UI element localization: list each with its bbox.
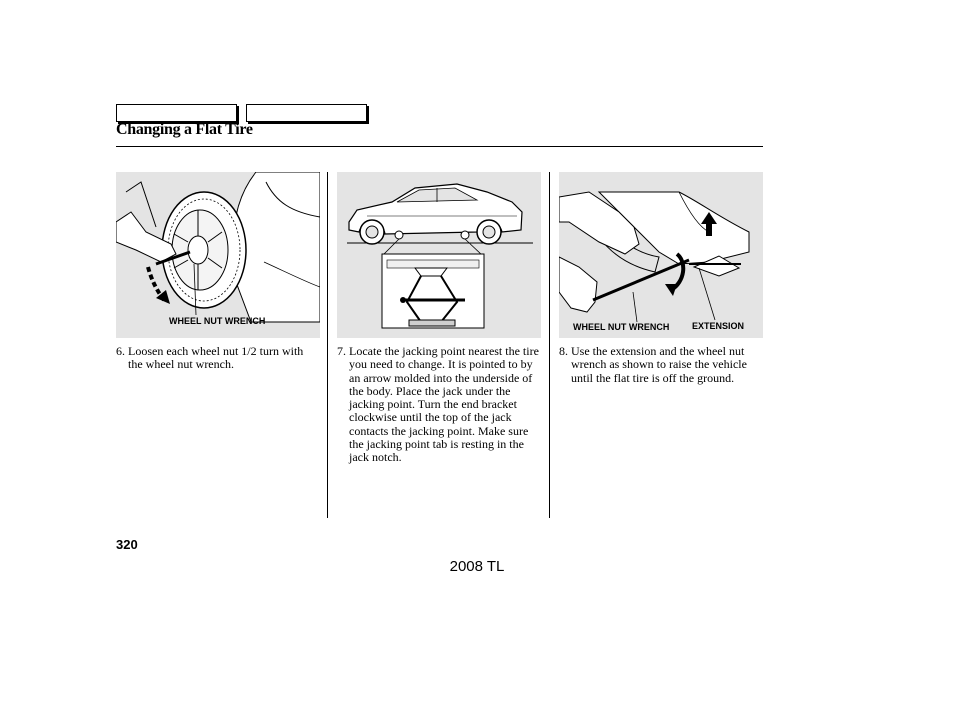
car-jack-illustration <box>337 172 541 338</box>
step-text: Locate the jacking point nearest the tire you need to change. It is pointed to by an arrow molded into the underside of the body. Place the jack under the jacking point. Turn the end bracket clockwise until the top of the jack contacts the jacking point. Make sure the jacking point tab is resting in the jack notch. <box>349 344 539 465</box>
page-number: 320 <box>116 537 138 552</box>
figure-raise-vehicle <box>559 172 763 338</box>
step-text: Use the extension and the wheel nut wrench as shown to raise the vehicle until the flat tire is off the ground. <box>571 344 747 385</box>
instruction-step <box>559 345 763 385</box>
nav-tab-previous[interactable] <box>116 104 237 122</box>
step-number: 7. <box>337 344 346 358</box>
footer-model-name: 2008 TL <box>449 558 505 575</box>
figure-loosen-wheel-nuts <box>116 172 320 338</box>
column-divider <box>549 172 550 518</box>
page-title: Changing a Flat Tire <box>116 121 253 138</box>
extension-wrench-illustration <box>559 172 763 338</box>
figure-label-wheel-nut-wrench: WHEEL NUT WRENCH <box>169 316 266 326</box>
title-divider <box>116 146 763 147</box>
figure-label-extension: EXTENSION <box>692 321 745 331</box>
step-text: Loosen each wheel nut 1/2 turn with the wheel nut wrench. <box>128 344 304 372</box>
nav-tab-next[interactable] <box>246 104 367 122</box>
figure-jacking-point <box>337 172 541 338</box>
column-divider <box>327 172 328 518</box>
step-number: 6. <box>116 344 125 358</box>
wheel-wrench-illustration <box>116 172 320 338</box>
step-number: 8. <box>559 344 568 358</box>
instruction-step <box>116 345 316 372</box>
figure-label-wheel-nut-wrench: WHEEL NUT WRENCH <box>573 322 670 332</box>
instruction-step <box>337 345 545 465</box>
